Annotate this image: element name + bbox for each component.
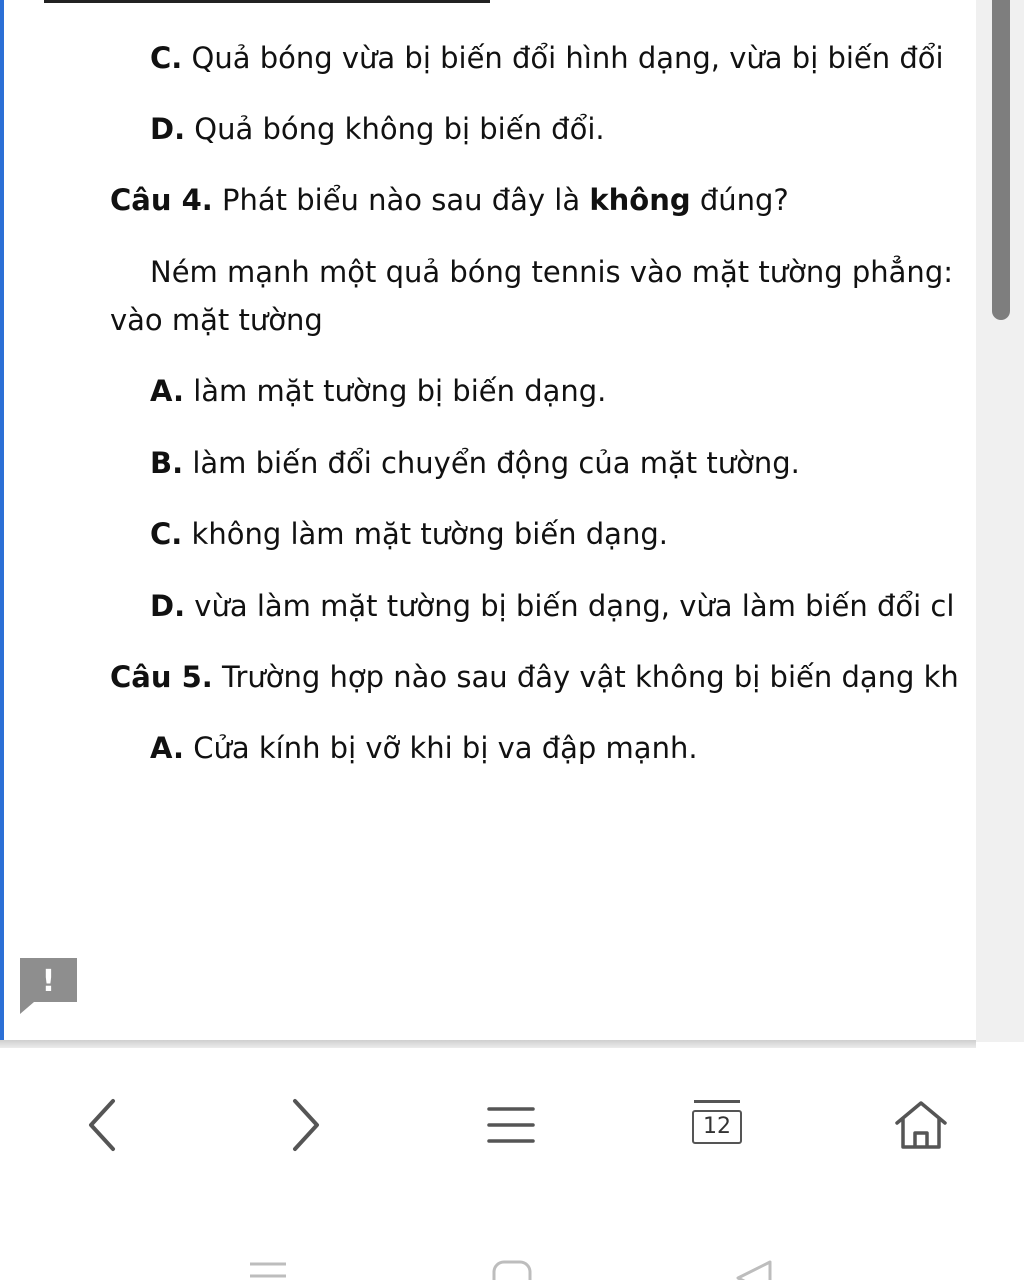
home-icon — [891, 1095, 951, 1155]
previous-page-button[interactable] — [68, 1090, 138, 1160]
chevron-right-icon — [285, 1095, 325, 1155]
feedback-button[interactable] — [20, 958, 77, 1014]
answer-d-ball: D. Quả bóng không bị biến đổi. — [150, 112, 605, 146]
page-icon — [694, 1100, 740, 1103]
menu-icon — [483, 1100, 539, 1150]
recent-apps-icon — [250, 1264, 286, 1276]
scrollbar-thumb[interactable] — [992, 0, 1010, 320]
answer-c-ball: C. Quả bóng vừa bị biến đổi hình dạng, vừa bị biến đổi — [150, 41, 944, 75]
question-4-prompt-line-2: vào mặt tường — [110, 303, 323, 337]
home-button[interactable] — [886, 1090, 956, 1160]
system-nav-icons — [0, 1200, 1024, 1280]
left-edge-accent — [0, 0, 4, 1042]
question-4-prompt-line-1: Ném mạnh một quả bóng tennis vào mặt tường phẳng: — [150, 255, 953, 289]
chevron-left-icon — [83, 1095, 123, 1155]
answer-c-wall: C. không làm mặt tường biến dạng. — [150, 517, 668, 551]
answer-d-wall: D. vừa làm mặt tường bị biến dạng, vừa làm biến đổi cl — [150, 589, 955, 623]
question-4: Câu 4. Phát biểu nào sau đây là không đúng? — [110, 183, 789, 217]
svg-text:!: ! — [41, 964, 56, 999]
question-5: Câu 5. Trường hợp nào sau đây vật không bị biến dạng kh — [110, 660, 959, 694]
page-bottom-shadow — [0, 1040, 976, 1048]
next-page-button[interactable] — [270, 1090, 340, 1160]
menu-button[interactable] — [476, 1090, 546, 1160]
page-number-label: 12 — [692, 1110, 742, 1144]
answer-a-glass: A. Cửa kính bị vỡ khi bị va đập mạnh. — [150, 731, 698, 765]
feedback-icon — [20, 958, 77, 1014]
answer-b-wall: B. làm biến đổi chuyển động của mặt tường. — [150, 446, 800, 480]
home-nav-icon — [494, 1262, 530, 1280]
system-navigation-bar — [0, 1200, 1024, 1280]
answer-a-wall: A. làm mặt tường bị biến dạng. — [150, 374, 607, 408]
back-nav-icon — [738, 1262, 770, 1280]
table-rule — [44, 0, 490, 3]
